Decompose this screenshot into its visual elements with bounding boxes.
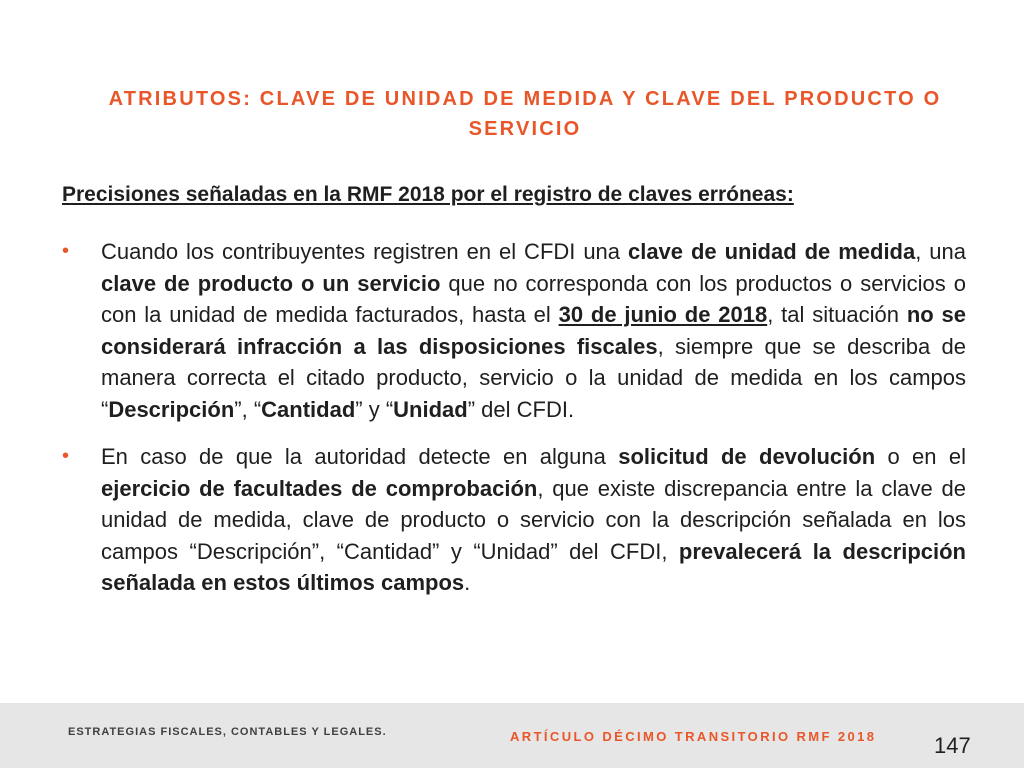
bullet-text-segment: , tal situación bbox=[767, 302, 907, 327]
bullet-text-segment: que no corresponda con los productos o servicios o con la unidad de medida facturados, hasta el bbox=[101, 270, 966, 327]
bullet-text-bold: clave de unidad de medida bbox=[627, 239, 916, 264]
bullet-icon: • bbox=[62, 240, 70, 262]
bullet-text-bold: no se considerará infracción a las disposiciones fiscales bbox=[101, 302, 967, 359]
bullet-text-bold: Unidad bbox=[393, 396, 468, 422]
page-number: 147 bbox=[934, 733, 971, 758]
slide-title bbox=[80, 84, 970, 144]
bullet-text-bold: Descripción bbox=[108, 396, 235, 422]
bullet-text-segment: ”, “ bbox=[234, 396, 262, 422]
bullet-text-segment: ” y “ bbox=[355, 396, 394, 422]
bullet-text-segment: , una bbox=[915, 239, 966, 264]
bullet-text-segment: o en el bbox=[875, 444, 966, 469]
slide-title-line-1: ATRIBUTOS: CLAVE DE UNIDAD DE MEDIDA Y CLAVE DEL PRODUCTO O bbox=[108, 88, 942, 110]
bullet-text-bold: Cantidad bbox=[261, 396, 356, 422]
bullet-text-bold-underlined: 30 de junio de 2018 bbox=[558, 302, 768, 327]
bullet-text-segment: , siempre que se describa de manera correcta el citado producto, servicio o la unidad de medida en los campos “ bbox=[101, 333, 966, 422]
slide-title-line-2: SERVICIO bbox=[468, 118, 582, 140]
bullet-item bbox=[62, 441, 966, 599]
section-subtitle: Precisiones señaladas en la RMF 2018 por el registro de claves erróneas: bbox=[62, 183, 794, 206]
bullet-text-segment: . bbox=[464, 570, 471, 595]
bullet-text-bold: prevalecerá la descripción señalada en estos últimos campos bbox=[101, 538, 966, 595]
bullet-text-bold: clave de producto o un servicio bbox=[101, 270, 441, 296]
footer-bar bbox=[0, 703, 1024, 768]
bullet-text-segment: ” del CFDI. bbox=[467, 396, 575, 422]
bullet-text-segment: , que existe discrepancia entre la clave de unidad de medida, clave de producto o servicio con la descripción señalada en los campos “Descripción”, “Cantidad” y “Unidad” del CFDI, bbox=[101, 475, 967, 564]
bullet-text-bold: solicitud de devolución bbox=[618, 444, 876, 469]
bullet-text-segment: Cuando los contribuyentes registren en el CFDI una bbox=[101, 239, 628, 264]
bullet-text-segment: En caso de que la autoridad detecte en alguna bbox=[101, 444, 619, 469]
bullet-list bbox=[62, 236, 966, 615]
footer-company-text: ESTRATEGIAS FISCALES, CONTABLES Y LEGALES. bbox=[68, 726, 387, 738]
bullet-item bbox=[62, 236, 966, 425]
bullet-icon: • bbox=[62, 445, 70, 467]
footer-section-text: ARTÍCULO DÉCIMO TRANSITORIO RMF 2018 bbox=[510, 729, 877, 744]
bullet-text-bold: ejercicio de facultades de comprobación bbox=[101, 475, 538, 501]
